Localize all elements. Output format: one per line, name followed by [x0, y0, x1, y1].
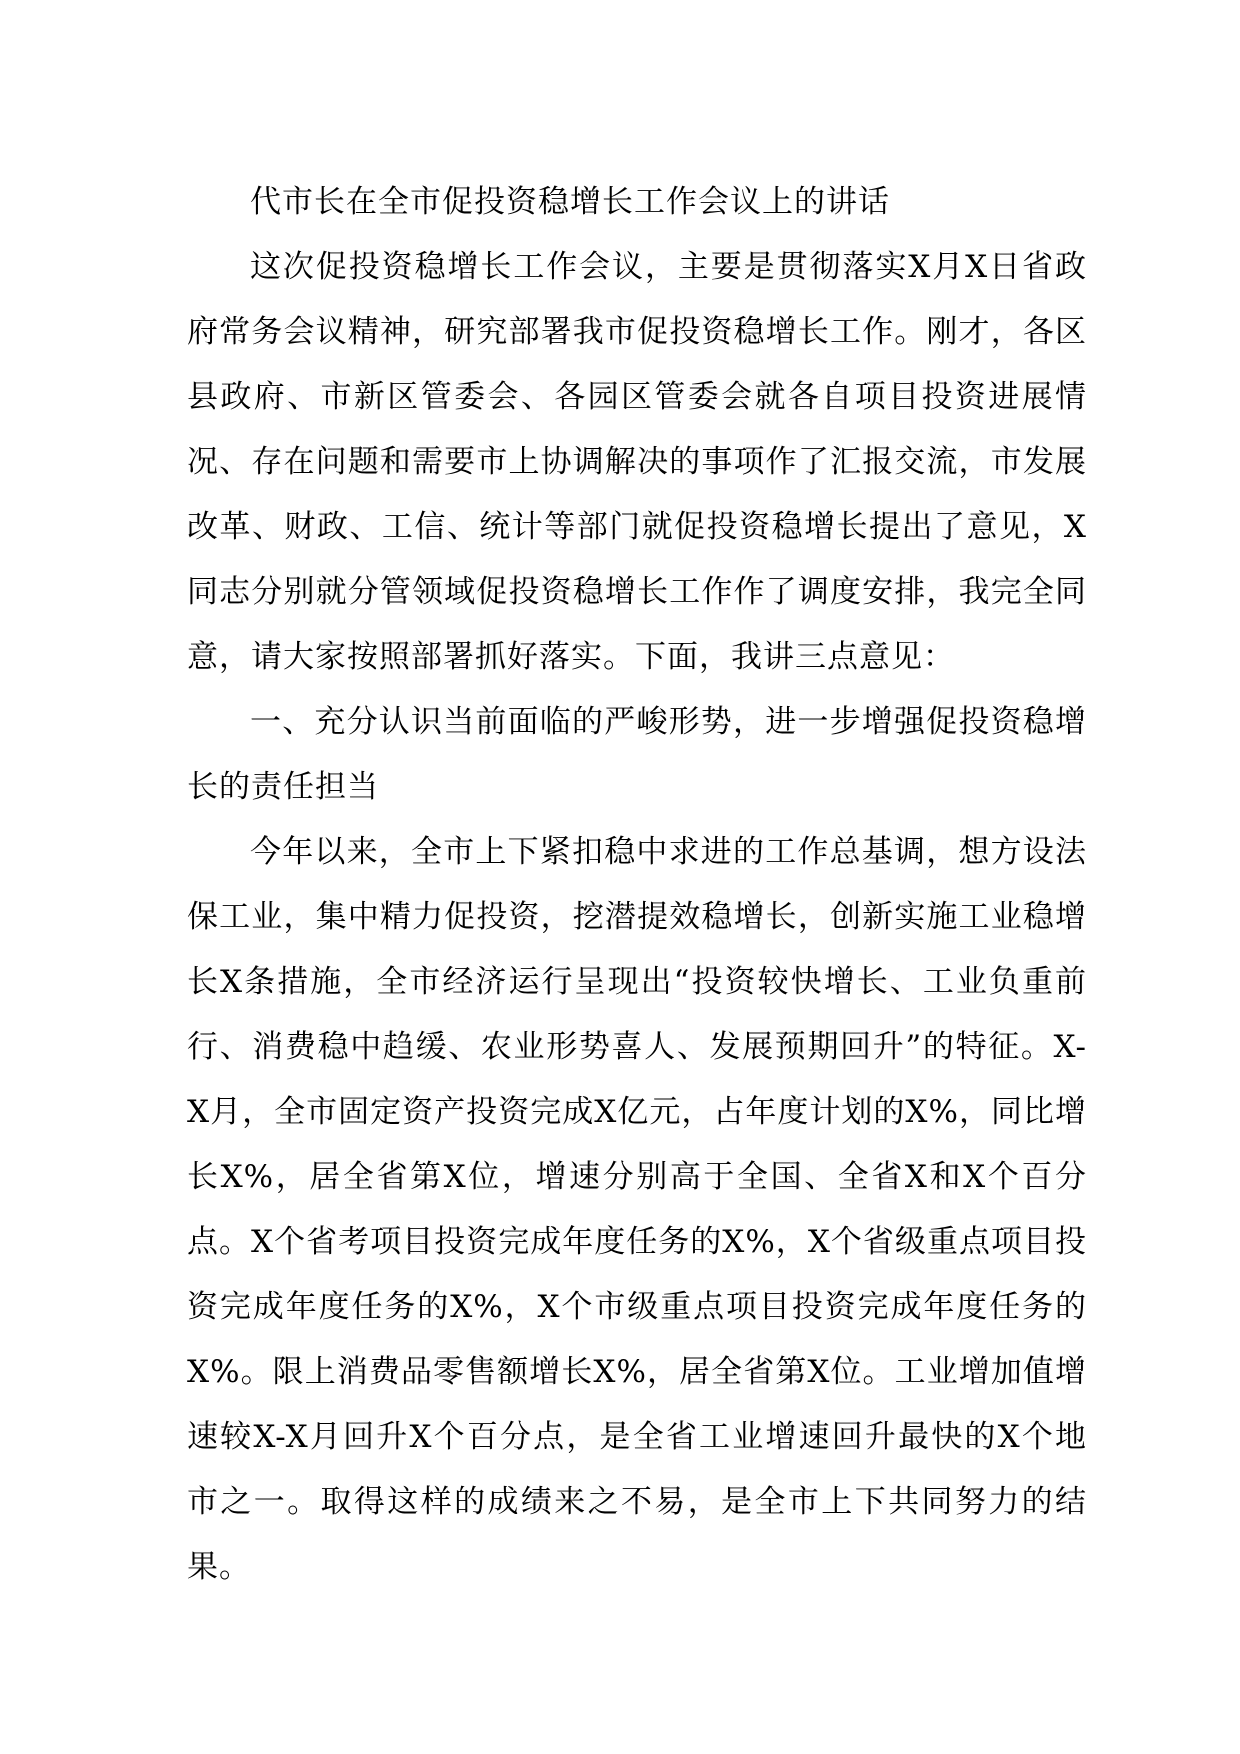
document-body	[187, 170, 1087, 1600]
section-heading-1: 一、充分认识当前面临的严峻形势，进一步增强促投资稳增长的责任担当	[187, 704, 1087, 805]
paragraph-intro: 这次促投资稳增长工作会议，主要是贯彻落实X月X日省政府常务会议精神，研究部署我市促投资稳增长工作。刚才，各区县政府、市新区管委会、各园区管委会就各自项目投资进展情况、存在问题和需要市上协调解决的事项作了汇报交流，市发展改革、财政、工信、统计等部门就促投资稳增长提出了意见，X同志分别就分管领域促投资稳增长工作作了调度安排，我完全同意，请大家按照部署抓好落实。下面，我讲三点意见：	[187, 249, 1087, 675]
paragraph-achievements: 今年以来，全市上下紧扣稳中求进的工作总基调，想方设法保工业，集中精力促投资，挖潜提效稳增长，创新实施工业稳增长X条措施，全市经济运行呈现出“投资较快增长、工业负重前行、消费稳中趋缓、农业形势喜人、发展预期回升”的特征。X-X月，全市固定资产投资完成X亿元，占年度计划的X%，同比增长X%，居全省第X位，增速分别高于全国、全省X和X个百分点。X个省考项目投资完成年度任务的X%，X个省级重点项目投资完成年度任务的X%，X个市级重点项目投资完成年度任务的X%。限上消费品零售额增长X%，居全省第X位。工业增加值增速较X-X月回升X个百分点，是全省工业增速回升最快的X个地市之一。取得这样的成绩来之不易，是全市上下共同努力的结果。	[187, 834, 1087, 1585]
document-title: 代市长在全市促投资稳增长工作会议上的讲话	[250, 184, 890, 220]
